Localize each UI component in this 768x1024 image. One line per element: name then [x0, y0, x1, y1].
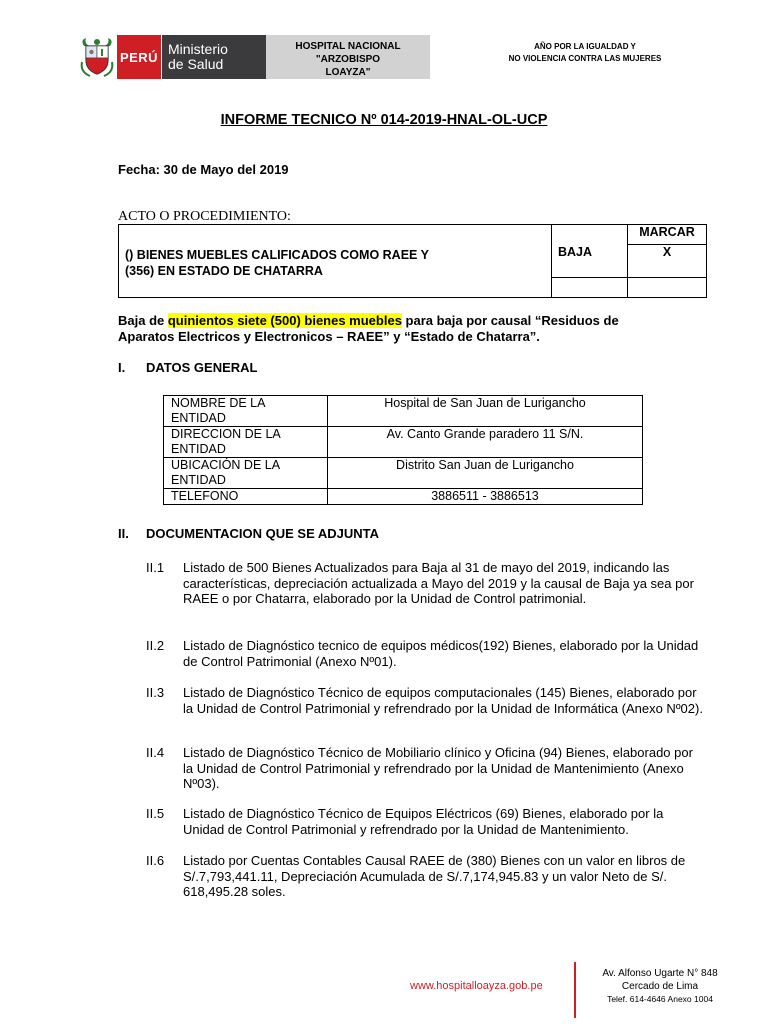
acto-empty-cell	[552, 225, 628, 245]
item-number: II.1	[146, 560, 165, 575]
hospital-line-1: HOSPITAL NACIONAL "ARZOBISPO	[295, 41, 401, 65]
baja-suffix: para baja por causal “Residuos de Aparatos Electricos y Electronicos – RAEE” y “Estado de Chatarra”.	[118, 313, 619, 344]
motto-line-1: AÑO POR LA IGUALDAD Y	[534, 42, 636, 51]
ministry-line-1: Ministerio	[168, 41, 228, 57]
document-date: Fecha: 30 de Mayo del 2019	[118, 162, 289, 177]
item-text: Listado por Cuentas Contables Causal RAEE de (380) Bienes con un valor en libros de S/.7,793,441.11, Depreciación Acumulada de S/.7,174,945.83 y un valor Neto de S/. 618,495.28 soles.	[183, 853, 686, 899]
acto-table	[118, 224, 707, 298]
address-line-2: Cercado de Lima	[621, 981, 699, 992]
datos-value: Hospital de San Juan de Lurigancho	[328, 396, 643, 427]
datos-label: TELEFONO	[164, 489, 328, 505]
baja-highlight: quinientos siete (500) bienes muebles	[167, 313, 402, 328]
baja-mark: X	[628, 245, 707, 278]
telephone: Telef. 614-4646 Anexo 1004	[607, 994, 713, 1004]
datos-value: Av. Canto Grande paradero 11 S/N.	[328, 427, 643, 458]
section-2-number: II.	[118, 526, 129, 541]
list-item	[146, 806, 706, 837]
acto-description-cell	[119, 225, 552, 298]
ministry-logo-box	[162, 35, 266, 79]
list-item	[146, 560, 706, 607]
item-number: II.6	[146, 853, 165, 868]
item-number: II.5	[146, 806, 165, 821]
item-number: II.3	[146, 685, 165, 700]
item-text: Listado de Diagnóstico tecnico de equipos médicos(192) Bienes, elaborado por la Unidad de Control Patrimonial (Anexo Nº01).	[183, 638, 699, 669]
document-title: INFORME TECNICO Nº 014-2019-HNAL-OL-UCP	[220, 112, 548, 128]
acto-blank-cell-2	[628, 278, 707, 298]
section-2-heading	[118, 526, 379, 541]
baja-prefix: Baja de	[118, 313, 168, 328]
datos-label: UBICACIÓN DE LA ENTIDAD	[164, 458, 328, 489]
motto-line-2: NO VIOLENCIA CONTRA LAS MUJERES	[508, 54, 662, 63]
item-text: Listado de 500 Bienes Actualizados para Baja al 31 de mayo del 2019, indicando las características, depreciación actualizada a Mayo del 2019 y la causal de Baja ya sea por RAEE o por Chatarra, elaborado por la Unidad de Control patrimonial.	[183, 560, 694, 606]
item-text: Listado de Diagnóstico Técnico de equipos computacionales (145) Bienes, elaborado por la Unidad de Control Patrimonial y refrendrado por la Unidad de Informática (Anexo Nº02).	[183, 685, 703, 716]
peru-logo-box	[117, 35, 161, 79]
list-item	[146, 685, 706, 716]
ministry-line-2: de Salud	[168, 56, 224, 72]
baja-paragraph	[118, 313, 678, 345]
address-line-1: Av. Alfonso Ugarte N° 848	[602, 968, 718, 979]
website-link[interactable]: www.hospitalloayza.gob.pe	[410, 980, 543, 992]
list-item	[146, 853, 706, 900]
item-number: II.4	[146, 745, 165, 760]
item-text: Listado de Diagnóstico Técnico de Mobiliario clínico y Oficina (94) Bienes, elaborado por la Unidad de Control Patrimonial y refrendrado por la Unidad de Mantenimiento (Anexo Nº03).	[183, 745, 693, 791]
footer-divider	[574, 962, 576, 1018]
section-1-heading	[118, 360, 257, 375]
acto-blank-cell-1	[552, 278, 628, 298]
hospital-name-box	[266, 35, 430, 79]
baja-label: BAJA	[552, 245, 628, 278]
datos-label: NOMBRE DE LA ENTIDAD	[164, 396, 328, 427]
datos-label: DIRECCION DE LA ENTIDAD	[164, 427, 328, 458]
datos-general-table	[163, 395, 643, 505]
list-item	[146, 638, 706, 669]
datos-value: Distrito San Juan de Lurigancho	[328, 458, 643, 489]
footer-address	[585, 967, 735, 1006]
datos-value: 3886511 - 3886513	[328, 489, 643, 505]
section-1-number: I.	[118, 360, 126, 375]
acto-description-line-2: (356) EN ESTADO DE CHATARRA	[125, 264, 323, 278]
acto-label: ACTO O PROCEDIMIENTO:	[118, 209, 291, 224]
list-item	[146, 745, 706, 792]
section-1-title: DATOS GENERAL	[146, 360, 258, 375]
item-number: II.2	[146, 638, 165, 653]
peru-coat-of-arms-icon	[78, 36, 116, 78]
section-2-title: DOCUMENTACION QUE SE ADJUNTA	[146, 526, 380, 541]
year-motto	[480, 41, 690, 65]
hospital-line-2: LOAYZA"	[325, 67, 371, 78]
acto-description-line-1: () BIENES MUEBLES CALIFICADOS COMO RAEE Y	[125, 248, 429, 262]
country-label: PERÚ	[119, 49, 159, 65]
marcar-header: MARCAR	[628, 225, 707, 245]
item-text: Listado de Diagnóstico Técnico de Equipos Eléctricos (69) Bienes, elaborado por la Unidad de Control Patrimonial y refrendrado por la Unidad de Mantenimiento.	[183, 806, 664, 837]
